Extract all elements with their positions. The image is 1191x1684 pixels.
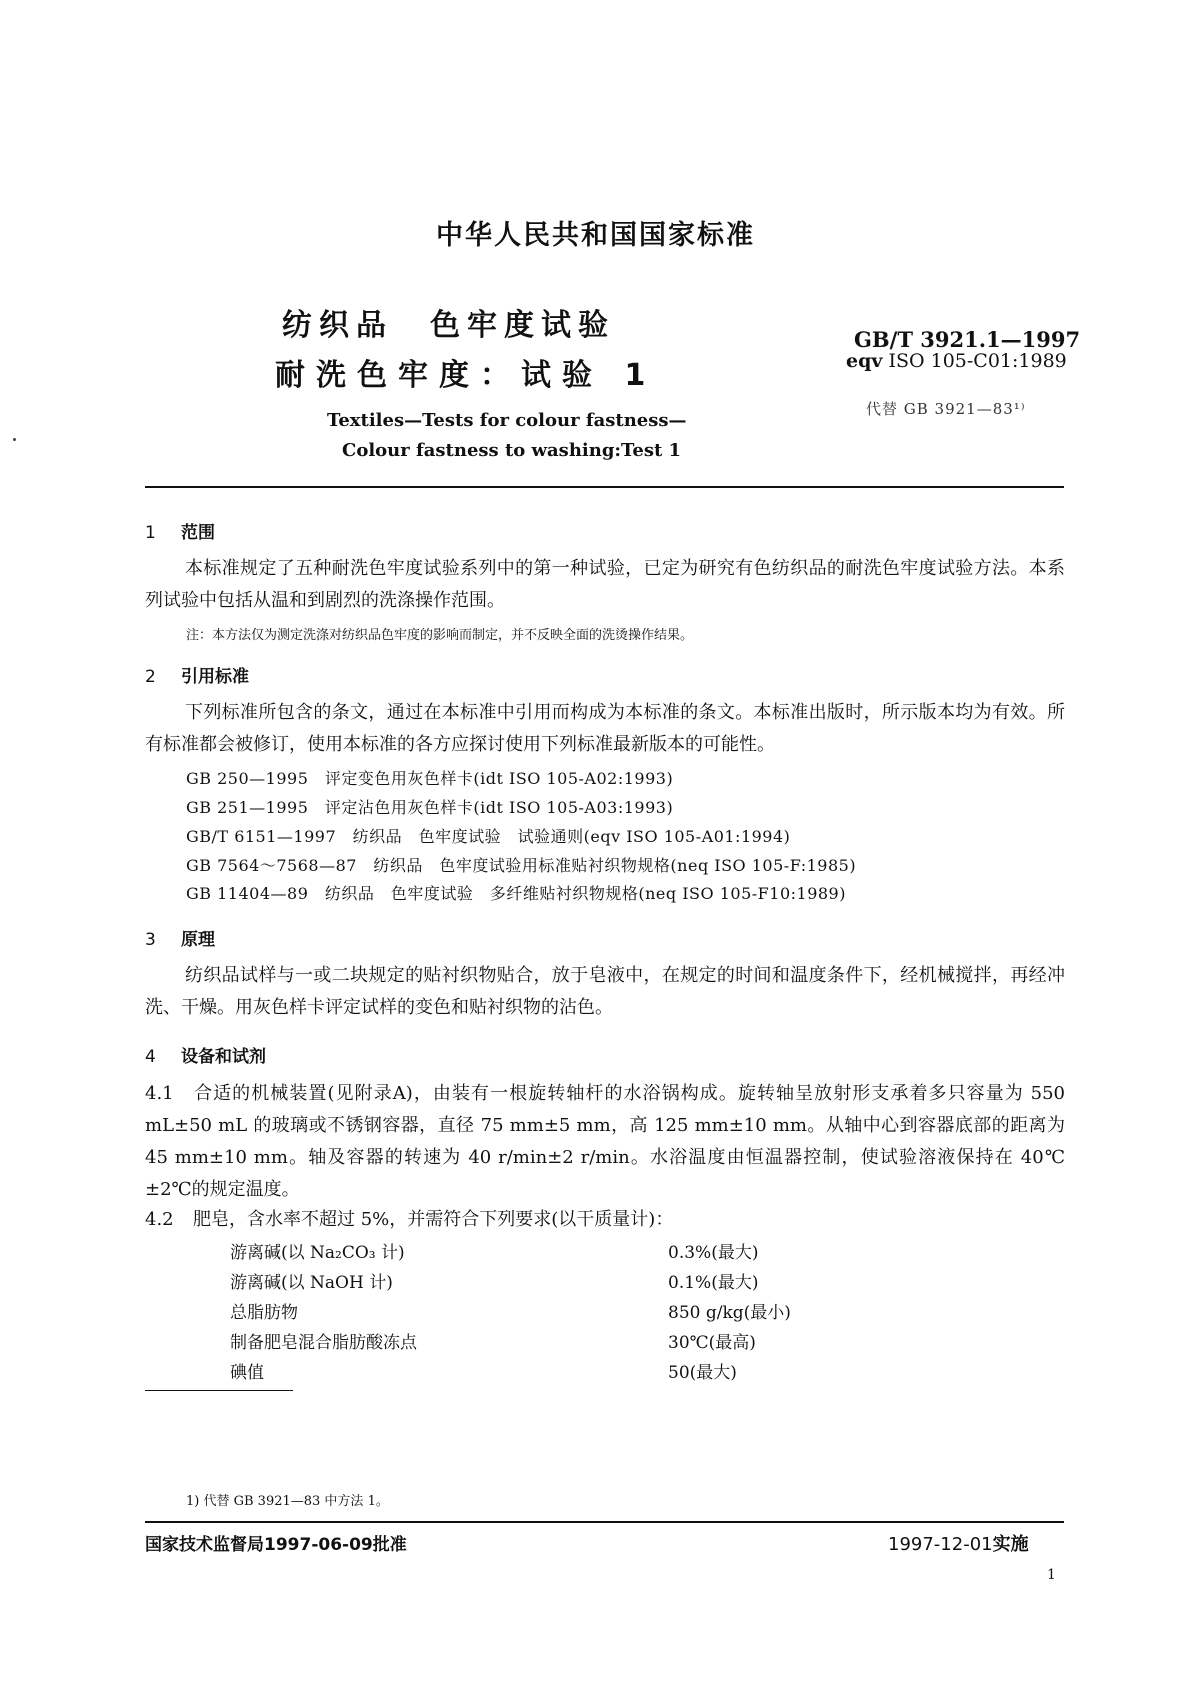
approval-date: 国家技术监督局1997-06-09批准 <box>145 1535 407 1555</box>
eqv-standard: ISO 105-C01:1989 <box>888 350 1067 372</box>
replaces-standard: 代替 GB 3921—83¹⁾ <box>866 400 1026 418</box>
requirement-value: 50(最大) <box>668 1363 737 1383</box>
requirement-name: 碘值 <box>230 1363 264 1383</box>
section-3-text: 纺织品试样与一或二块规定的贴衬织物贴合，放于皂液中，在规定的时间和温度条件下，经机械搅拌，再经冲洗、干燥。用灰色样卡评定试样的变色和贴衬织物的沾色。 <box>145 965 1065 1018</box>
clause-4-2 <box>145 1204 1065 1236</box>
page-number: 1 <box>1047 1567 1056 1583</box>
section-2-heading <box>145 662 249 687</box>
reference-item: GB 251—1995 评定沾色用灰色样卡(idt ISO 105-A03:1993) <box>186 798 674 817</box>
requirement-value: 30℃(最高) <box>668 1333 756 1353</box>
section-3-title: 原理 <box>181 930 215 950</box>
requirement-value: 850 g/kg(最小) <box>668 1303 791 1323</box>
section-4-number: 4 <box>145 1047 156 1067</box>
requirement-value: 0.1%(最大) <box>668 1273 759 1293</box>
clause-4-1-number: 4.1 <box>145 1083 174 1104</box>
footnote: 1) 代替 GB 3921—83 中方法 1。 <box>186 1494 389 1509</box>
footnote-rule <box>145 1390 293 1391</box>
implementation-date-value: 1997-12-01 <box>888 1534 993 1555</box>
section-4-title: 设备和试剂 <box>181 1047 266 1067</box>
national-standard-heading: 中华人民共和国国家标准 <box>436 220 755 251</box>
title-en-line1: Textiles—Tests for colour fastness— <box>327 410 687 431</box>
reference-item: GB 11404—89 纺织品 色牢度试验 多纤维贴衬织物规格(neq ISO 105-F10:1989) <box>186 884 846 903</box>
scan-speck <box>13 438 16 441</box>
section-4-heading <box>145 1042 266 1067</box>
clause-4-1 <box>145 1078 1065 1206</box>
requirement-name: 制备肥皂混合脂肪酸冻点 <box>230 1333 417 1353</box>
clause-4-2-text: 肥皂，含水率不超过 5%，并需符合下列要求(以干质量计)： <box>193 1209 674 1230</box>
requirement-name: 游离碱(以 NaOH 计) <box>230 1273 393 1293</box>
implementation-date <box>888 1530 1029 1556</box>
eqv-prefix: eqv <box>846 350 883 372</box>
footer-rule <box>145 1521 1064 1523</box>
reference-item: GB/T 6151—1997 纺织品 色牢度试验 试验通则(eqv ISO 105-A01:1994) <box>186 827 791 846</box>
section-1-note: 注：本方法仅为测定洗涤对纺织品色牢度的影响而制定，并不反映全面的洗烫操作结果。 <box>186 628 694 643</box>
section-2-title: 引用标准 <box>181 667 249 687</box>
section-1-number: 1 <box>145 523 156 543</box>
implementation-label: 实施 <box>992 1534 1029 1555</box>
standard-code: GB/T 3921.1—1997 <box>854 327 1081 352</box>
section-1-text: 本标准规定了五种耐洗色牢度试验系列中的第一种试验，已定为研究有色纺织品的耐洗色牢度试验方法。本系列试验中包括从温和到剧烈的洗涤操作范围。 <box>145 558 1065 611</box>
header-rule <box>145 486 1064 488</box>
reference-item: GB 250—1995 评定变色用灰色样卡(idt ISO 105-A02:1993) <box>186 769 674 788</box>
requirement-name: 总脂肪物 <box>230 1303 298 1323</box>
requirement-name: 游离碱(以 Na₂CO₃ 计) <box>230 1243 405 1263</box>
section-3-heading <box>145 925 215 950</box>
title-en-line2: Colour fastness to washing:Test 1 <box>342 440 682 461</box>
clause-4-1-text: 合适的机械装置(见附录A)，由装有一根旋转轴杆的水浴锅构成。旋转轴呈放射形支承着多只容量为 550 mL±50 mL 的玻璃或不锈钢容器，直径 75 mm±5 mm，高 125 mm±10 mm。从轴中心到容器底部的距离为 45 mm±10 mm。轴及容器的转速为 40 r/min±2 r/min。水浴温度由恒温器控制，使试验溶液保持在 40℃±2℃的规定温度。 <box>145 1083 1065 1200</box>
title-cn-line2: 耐洗色牢度：试验 1 <box>275 358 657 393</box>
equivalent-standard <box>846 350 1067 372</box>
section-3-number: 3 <box>145 930 156 950</box>
section-1-title: 范围 <box>181 523 215 543</box>
reference-item: GB 7564～7568—87 纺织品 色牢度试验用标准贴衬织物规格(neq ISO 105-F:1985) <box>186 856 857 875</box>
requirement-value: 0.3%(最大) <box>668 1243 759 1263</box>
title-cn-line1: 纺织品 色牢度试验 <box>282 308 615 343</box>
section-2-number: 2 <box>145 667 156 687</box>
clause-4-2-number: 4.2 <box>145 1209 174 1230</box>
section-1-heading <box>145 518 215 543</box>
section-2-text: 下列标准所包含的条文，通过在本标准中引用而构成为本标准的条文。本标准出版时，所示版本均为有效。所有标准都会被修订，使用本标准的各方应探讨使用下列标准最新版本的可能性。 <box>145 702 1065 755</box>
